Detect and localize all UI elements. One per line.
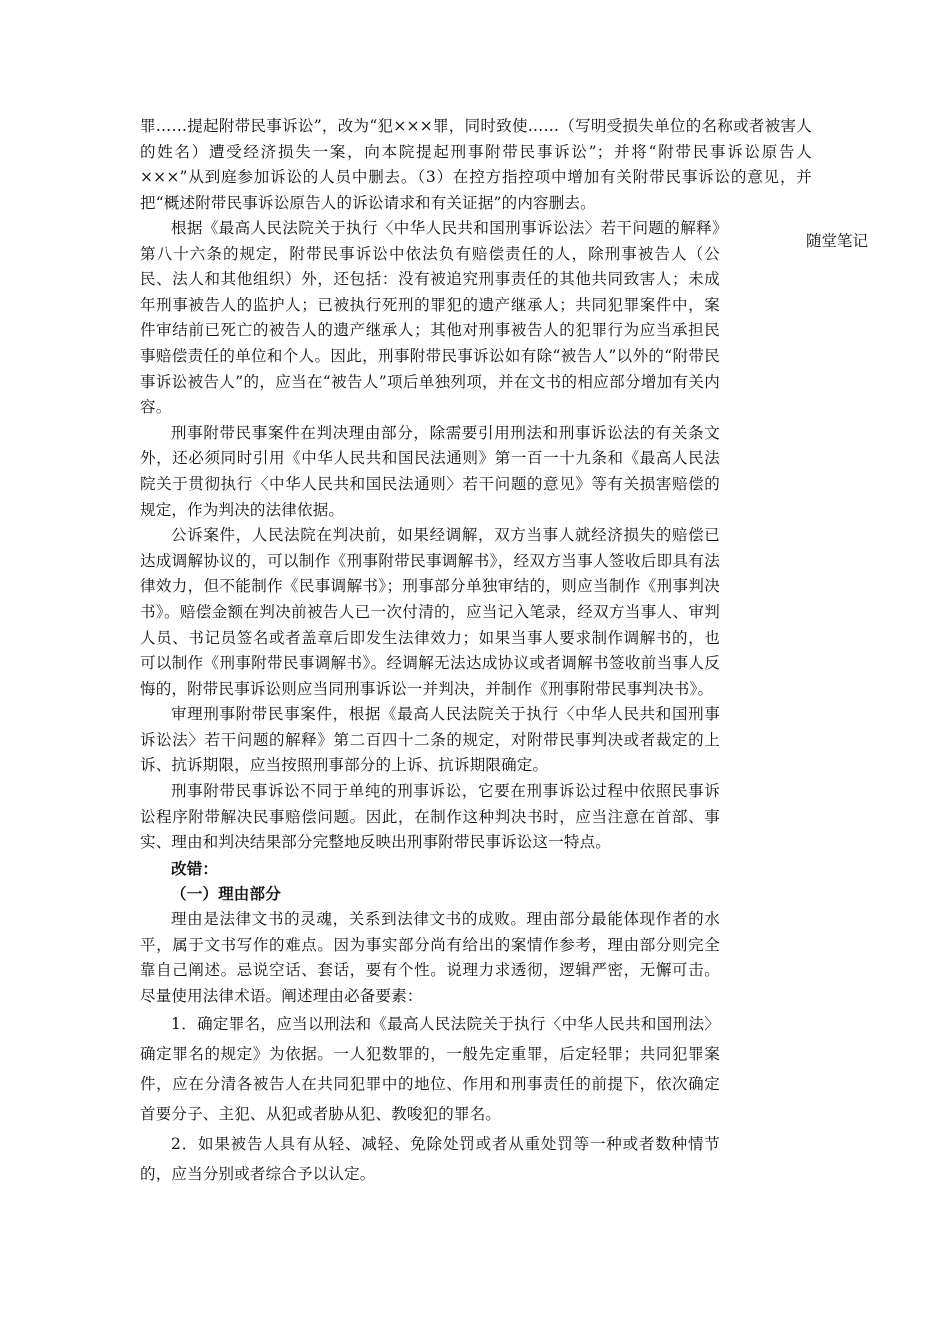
- paragraph-appeal-period: 审理刑事附带民事案件，根据《最高人民法院关于执行〈中华人民共和国刑事诉讼法〉若干问题的解释》第二百四十二条的规定，对附带民事判决或者裁定的上诉、抗诉期限，应当按照刑事部分的上诉、抗诉期限确定。: [140, 705, 720, 775]
- list-item-charge: 1．确定罪名，应当以刑法和《最高人民法院关于执行〈中华人民共和国刑法〉确定罪名的规定》为依据。一人犯数罪的，一般先定重罪，后定轻罪；共同犯罪案件，应在分清各被告人在共同犯罪中的地位、作用和刑事责任的前提下，依次确定首要分子、主犯、从犯或者胁从犯、教唆犯的罪名。: [140, 1015, 720, 1124]
- top-text-block: [140, 114, 812, 216]
- margin-note-label: 随堂笔记: [806, 232, 869, 250]
- heading-reason-section: （一）理由部分: [171, 884, 281, 904]
- paragraph-defendants: 根据《最高人民法院关于执行〈中华人民共和国刑事诉讼法〉若干问题的解释》第八十六条的规定，附带民事诉讼中依法负有赔偿责任的人，除刑事被告人（公民、法人和其他组织）外，还包括：没有被追究刑事责任的其他共同致害人；未成年刑事被告人的监护人；已被执行死刑的罪犯的遗产继承人；共同犯罪案件中，案件审结前已死亡的被告人的遗产继承人；其他对刑事被告人的犯罪行为应当承担民事赔偿责任的单位和个人。因此，刑事附带民事诉讼如有除“被告人”以外的“附带民事诉讼被告人”的，应当在“被告人”项后单独列项，并在文书的相应部分增加有关内容。: [140, 219, 720, 417]
- paragraph-reason-intro: 理由是法律文书的灵魂，关系到法律文书的成败。理由部分最能体现作者的水平，属于文书写作的难点。因为事实部分尚有给出的案情作参考，理由部分则完全靠自己阐述。忌说空话、套话，要有个性。说理力求透彻，逻辑严密，无懈可击。尽量使用法律术语。阐述理由必备要素：: [140, 910, 720, 1005]
- main-text-column: [140, 216, 720, 1189]
- paragraph-mediation: 公诉案件，人民法院在判决前，如果经调解，双方当事人就经济损失的赔偿已达成调解协议的，可以制作《刑事附带民事调解书》，经双方当事人签收后即具有法律效力，但不能制作《民事调解书》；刑事部分单独审结的，则应当制作《刑事判决书》。赔偿金额在判决前被告人已一次付清的，应当记入笔录，经双方当事人、审判人员、书记员签名或者盖章后即发生法律效力；如果当事人要求制作调解书的，也可以制作《刑事附带民事调解书》。经调解无法达成协议或者调解书签收前当事人反悔的，附带民事诉讼则应当同刑事诉讼一并判决，并制作《刑事附带民事判决书》。: [140, 526, 720, 698]
- continued-paragraph: 罪……提起附带民事诉讼”，改为“犯×××罪，同时致使……（写明受损失单位的名称或者被害人的姓名）遭受经济损失一案，向本院提起刑事附带民事诉讼”；并将“附带民事诉讼原告人×××”从到庭参加诉讼的人员中删去。（3）在控方指控项中增加有关附带民事诉讼的意见，并把“概述附带民事诉讼原告人的诉讼请求和有关证据”的内容删去。: [140, 117, 812, 212]
- heading-correction: 改错：: [171, 858, 219, 878]
- paragraph-characteristics: 刑事附带民事诉讼不同于单纯的刑事诉讼，它要在刑事诉讼过程中依照民事诉讼程序附带解决民事赔偿问题。因此，在制作这种判决书时，应当注意在首部、事实、理由和判决结果部分完整地反映出刑事附带民事诉讼这一特点。: [140, 782, 720, 852]
- paragraph-legal-basis: 刑事附带民事案件在判决理由部分，除需要引用刑法和刑事诉讼法的有关条文外，还必须同时引用《中华人民共和国民法通则》第一百一十九条和《最高人民法院关于贯彻执行〈中华人民共和国民法通则〉若干问题的意见》等有关损害赔偿的规定，作为判决的法律依据。: [140, 423, 720, 519]
- list-item-circumstances: 2．如果被告人具有从轻、减轻、免除处罚或者从重处罚等一种或者数种情节的，应当分别或者综合予以认定。: [140, 1135, 720, 1184]
